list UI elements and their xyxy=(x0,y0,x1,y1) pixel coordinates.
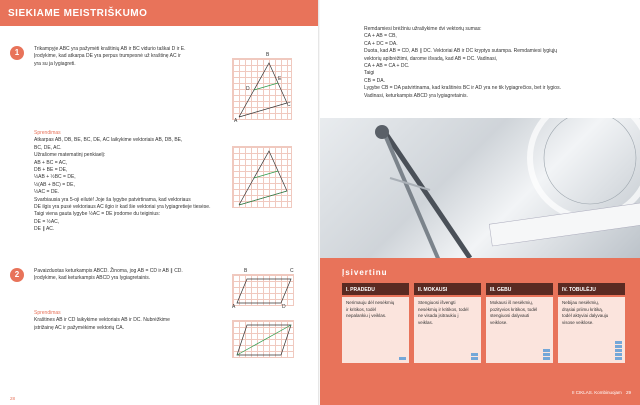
task2-line: Pavaizduotas keturkampis ABCD. Žinoma, jog AB = CD ir AB ∥ CD. xyxy=(34,268,183,274)
solution1-line: ½AB + ½BC = DE, xyxy=(34,174,76,181)
solution1-line: DB + BE = DE, xyxy=(34,167,68,174)
solution1 xyxy=(34,130,234,234)
self-assessment-title: Įsivertinu xyxy=(342,268,388,277)
right-page xyxy=(320,0,640,405)
solution1-line: ½(AB + BC) = DE, xyxy=(34,181,75,188)
task-number-1: 1 xyxy=(10,46,24,60)
label-par-c: C xyxy=(290,268,294,274)
label-b: B xyxy=(266,52,270,58)
level-bars-4 xyxy=(615,340,622,360)
label-d: D xyxy=(246,86,250,92)
task1-line: yra su ja lygiagreti. xyxy=(34,60,76,67)
proof-line: CB = DA. xyxy=(364,77,385,84)
assess-column-3 xyxy=(486,283,553,365)
assess-text-1: Nerimauju dėl nesėkmių ir kritikos, todėl nepalankiu į veiklas. xyxy=(346,300,395,319)
solution1-line: DE ∥ AC. xyxy=(34,226,55,233)
assess-text-3: Mokausi iš nesėkmių, pozityvios kritikos, todėl stengiuosi dalyvauti veiklose. xyxy=(490,300,538,325)
assess-column-1 xyxy=(342,283,409,365)
assess-body-3 xyxy=(486,297,553,363)
label-par-d: D xyxy=(282,304,286,310)
parallelogram-grid-2 xyxy=(232,320,294,358)
proof-line: CA + AB = CA + DC. xyxy=(364,63,410,70)
assess-head-2: II. MOKAUSI xyxy=(414,283,481,295)
page-number-right: 29 xyxy=(626,390,632,395)
triangle-figure-2 xyxy=(233,147,293,209)
solution1-line: AB + BC = AC, xyxy=(34,159,68,166)
proof-line: Taigi xyxy=(364,70,375,77)
label-a: A xyxy=(234,118,238,124)
label-par-b: B xyxy=(244,268,248,274)
proof-line: Remdamiesi brėžiniu užrašykime dvi vektorių sumas: xyxy=(364,26,482,32)
solution1-line: Svarbiausia yra 5-oji eilutė! Joje ša lygybe patvirtinama, kad vektoriaus xyxy=(34,196,191,203)
segment-ac-2 xyxy=(239,191,287,205)
label-par-a: A xyxy=(232,304,236,310)
task1-text xyxy=(34,46,224,68)
parallelogram-grid-1 xyxy=(232,274,294,306)
triangle-abc-2 xyxy=(239,151,287,205)
task1-line: Įrodykime, kad atkarpa DE yra perpus trumpesnė už kraštinę AC ir xyxy=(34,53,181,60)
assess-column-2 xyxy=(414,283,481,365)
proof-line: CA + DC = DA. xyxy=(364,40,398,47)
proof-line: Vadinasi, keturkampis ABCD yra lygiagretainis. xyxy=(364,92,468,99)
assess-head-3: III. GEBU xyxy=(486,283,553,295)
parallelogram-abcd xyxy=(237,279,291,303)
proof-line: CA + AB = CB, xyxy=(364,33,397,40)
solution1-line: DE ilgis yra pusė vektoriaus AC ilgio ir kad šie vektoriai yra lygiagretieje tiesėse. xyxy=(34,204,211,211)
solution2-line: Kraštines AB ir CD laikykime vektoriais AB ir DC. Nubrėžkime xyxy=(34,317,170,324)
parallelogram-figure-2 xyxy=(233,321,295,359)
assess-head-4: IV. TOBULĖJU xyxy=(558,283,625,295)
solution1-line: DE = ½AC, xyxy=(34,218,60,225)
assess-body-4 xyxy=(558,297,625,363)
level-bars-3 xyxy=(543,348,550,360)
chapter-footer: II CIKLAS. Kombinuojam xyxy=(572,390,622,395)
task-number-2: 2 xyxy=(10,268,24,282)
solution1-line: Užrašome matematinį penkiaelį: xyxy=(34,152,106,159)
section-header: SIEKIAME MEISTRIŠKUMO xyxy=(0,0,320,26)
assess-head-1: I. PRADEDU xyxy=(342,283,409,295)
label-e: E xyxy=(278,76,282,82)
parallelogram-figure-1 xyxy=(233,275,295,307)
level-bars-2 xyxy=(471,352,478,360)
assess-body-2 xyxy=(414,297,481,363)
solution1-line: BC, DE, AC. xyxy=(34,144,62,151)
label-c: C xyxy=(287,102,291,108)
task1-line: Trikampyje ABC yra pažymėti kraštinių AB ir BC vidurio taškai D ir E. xyxy=(34,46,186,52)
level-bars-1 xyxy=(399,356,406,360)
compass-illustration xyxy=(320,118,640,268)
right-proof-text xyxy=(364,26,624,100)
task2-text xyxy=(34,268,224,283)
solution1-line: Taigi viena gauta lygybe ½AC = DE įrodome du teiginius: xyxy=(34,211,161,218)
solution2-title: Sprendimas xyxy=(34,310,61,316)
proof-line: Lygybe CB = DA patvirtinama, kad kraštinės BC ir AD yra ne tik lygiagrečios, bet ir lygios. xyxy=(364,85,561,92)
proof-line: Duota, kad AB = CD, AB ∥ DC. Vektoriai AB ir DC kryptys sutampa. Remdamiesi lygiųjų xyxy=(364,48,557,55)
triangle-grid-1 xyxy=(232,58,292,120)
solution1-line: Atkarpas AB, DB, BE, BC, DE, AC laikykime vektoriais AB, DB, BE, xyxy=(34,137,183,144)
solution2 xyxy=(34,310,224,332)
assess-text-4: Nebijau nesėkmių, drąsiai priimu kritiką, todėl aktyviai dalyvauju visose veiklose. xyxy=(562,300,609,325)
compass-photo xyxy=(320,118,640,268)
proof-line: vektorių apibrėžtimi, darome išvadą, kad AB = DC. Vadinasi, xyxy=(364,55,498,62)
assess-column-4 xyxy=(558,283,625,365)
triangle-figure-1 xyxy=(233,59,293,121)
assess-body-1 xyxy=(342,297,409,363)
solution1-line: ½AC = DE. xyxy=(34,189,60,196)
diagonal-ac xyxy=(237,325,291,355)
solution2-line: įstrižainę AC ir pažymėkime vektorių CA. xyxy=(34,324,125,331)
page-number-left: 28 xyxy=(10,396,16,401)
assess-text-2: Stengiuosi išvengti nesėkmių ir kritikos, todėl ne visada įsitraukiu į veiklas. xyxy=(418,300,469,325)
solution1-title: Sprendimas xyxy=(34,130,61,136)
task2-line: Įrodykime, kad keturkampis ABCD yra lygiagretainis. xyxy=(34,275,151,282)
triangle-grid-2 xyxy=(232,146,292,208)
